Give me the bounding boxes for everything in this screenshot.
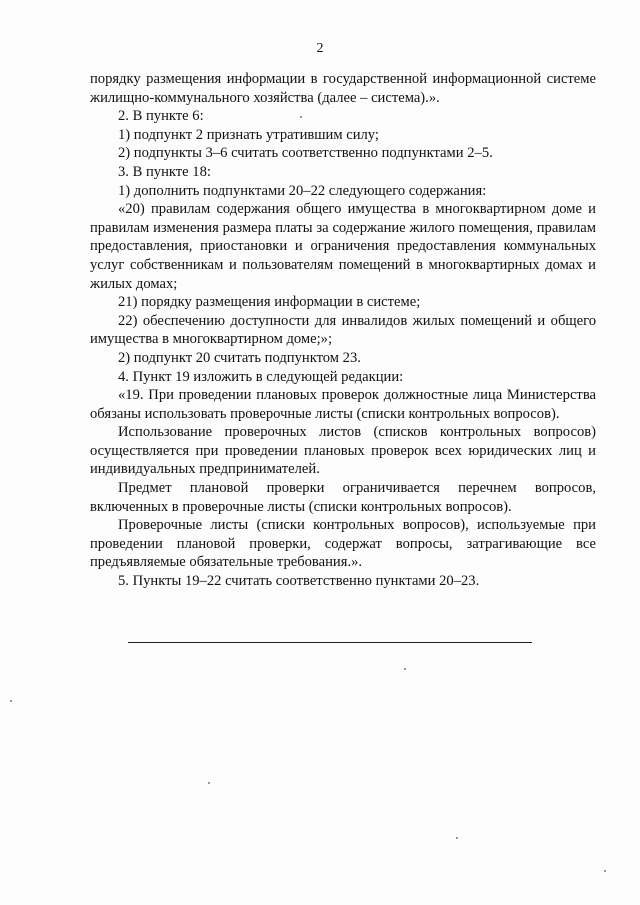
- paragraph-subitem: 2) подпункты 3–6 считать соответственно подпунктами 2–5.: [118, 145, 493, 162]
- scan-speck: [300, 116, 302, 118]
- page-number: 2: [316, 41, 324, 56]
- paragraph-item-2: 2. В пункте 6:: [118, 108, 204, 125]
- paragraph-subitem: 1) дополнить подпунктами 20–22 следующего содержания:: [118, 182, 487, 199]
- paragraph-subitem: 1) подпункт 2 признать утратившим силу;: [118, 126, 379, 143]
- scan-speck: [208, 782, 210, 784]
- closing-rule-line: [128, 642, 532, 643]
- paragraph-quoted-22: 22) обеспечению доступности для инвалидов жилых помещений и общего имущества в многоквартирном доме;»;: [90, 312, 596, 348]
- paragraph-quoted-text: Предмет плановой проверки ограничивается перечнем вопросов, включенных в проверочные листы (списки контрольных вопросов).: [90, 480, 596, 515]
- paragraph-item-4: 4. Пункт 19 изложить в следующей редакции:: [118, 368, 404, 385]
- paragraph-item-5: 5. Пункты 19–22 считать соответственно пунктами 20–23.: [118, 573, 480, 590]
- scan-speck: [456, 837, 458, 839]
- scan-speck: [604, 870, 606, 872]
- paragraph-subitem: 2) подпункт 20 считать подпунктом 23.: [118, 349, 361, 366]
- paragraph-quoted-20: «20) правилам содержания общего имущества в многоквартирном доме и правилам изменения размера платы за содержание жилого помещения, правилам предоставления, приостановки и ограничения предоставления коммунальных услуг собственникам и пользователям помещений в многоквартирных домах и жилых домах;: [90, 201, 596, 292]
- document-body: [90, 70, 596, 591]
- scan-speck: [10, 700, 12, 702]
- paragraph-quoted-21: 21) порядку размещения информации в системе;: [118, 294, 421, 311]
- paragraph-item-3: 3. В пункте 18:: [118, 163, 211, 180]
- scan-speck: [404, 668, 406, 670]
- paragraph-continuation: порядку размещения информации в государственной информационной системе жилищно-коммунального хозяйства (далее – система).».: [90, 71, 596, 106]
- paragraph-quoted-text: Проверочные листы (списки контрольных вопросов), используемые при проведении плановой проверки, содержат вопросы, затрагивающие все предъявляемые обязательные требования.».: [90, 517, 596, 571]
- paragraph-quoted-text: Использование проверочных листов (списков контрольных вопросов) осуществляется при проведении плановых проверок всех юридических лиц и индивидуальных предпринимателей.: [90, 424, 596, 478]
- paragraph-quoted-19: «19. При проведении плановых проверок должностные лица Министерства обязаны использовать проверочные листы (списки контрольных вопросов).: [90, 387, 596, 422]
